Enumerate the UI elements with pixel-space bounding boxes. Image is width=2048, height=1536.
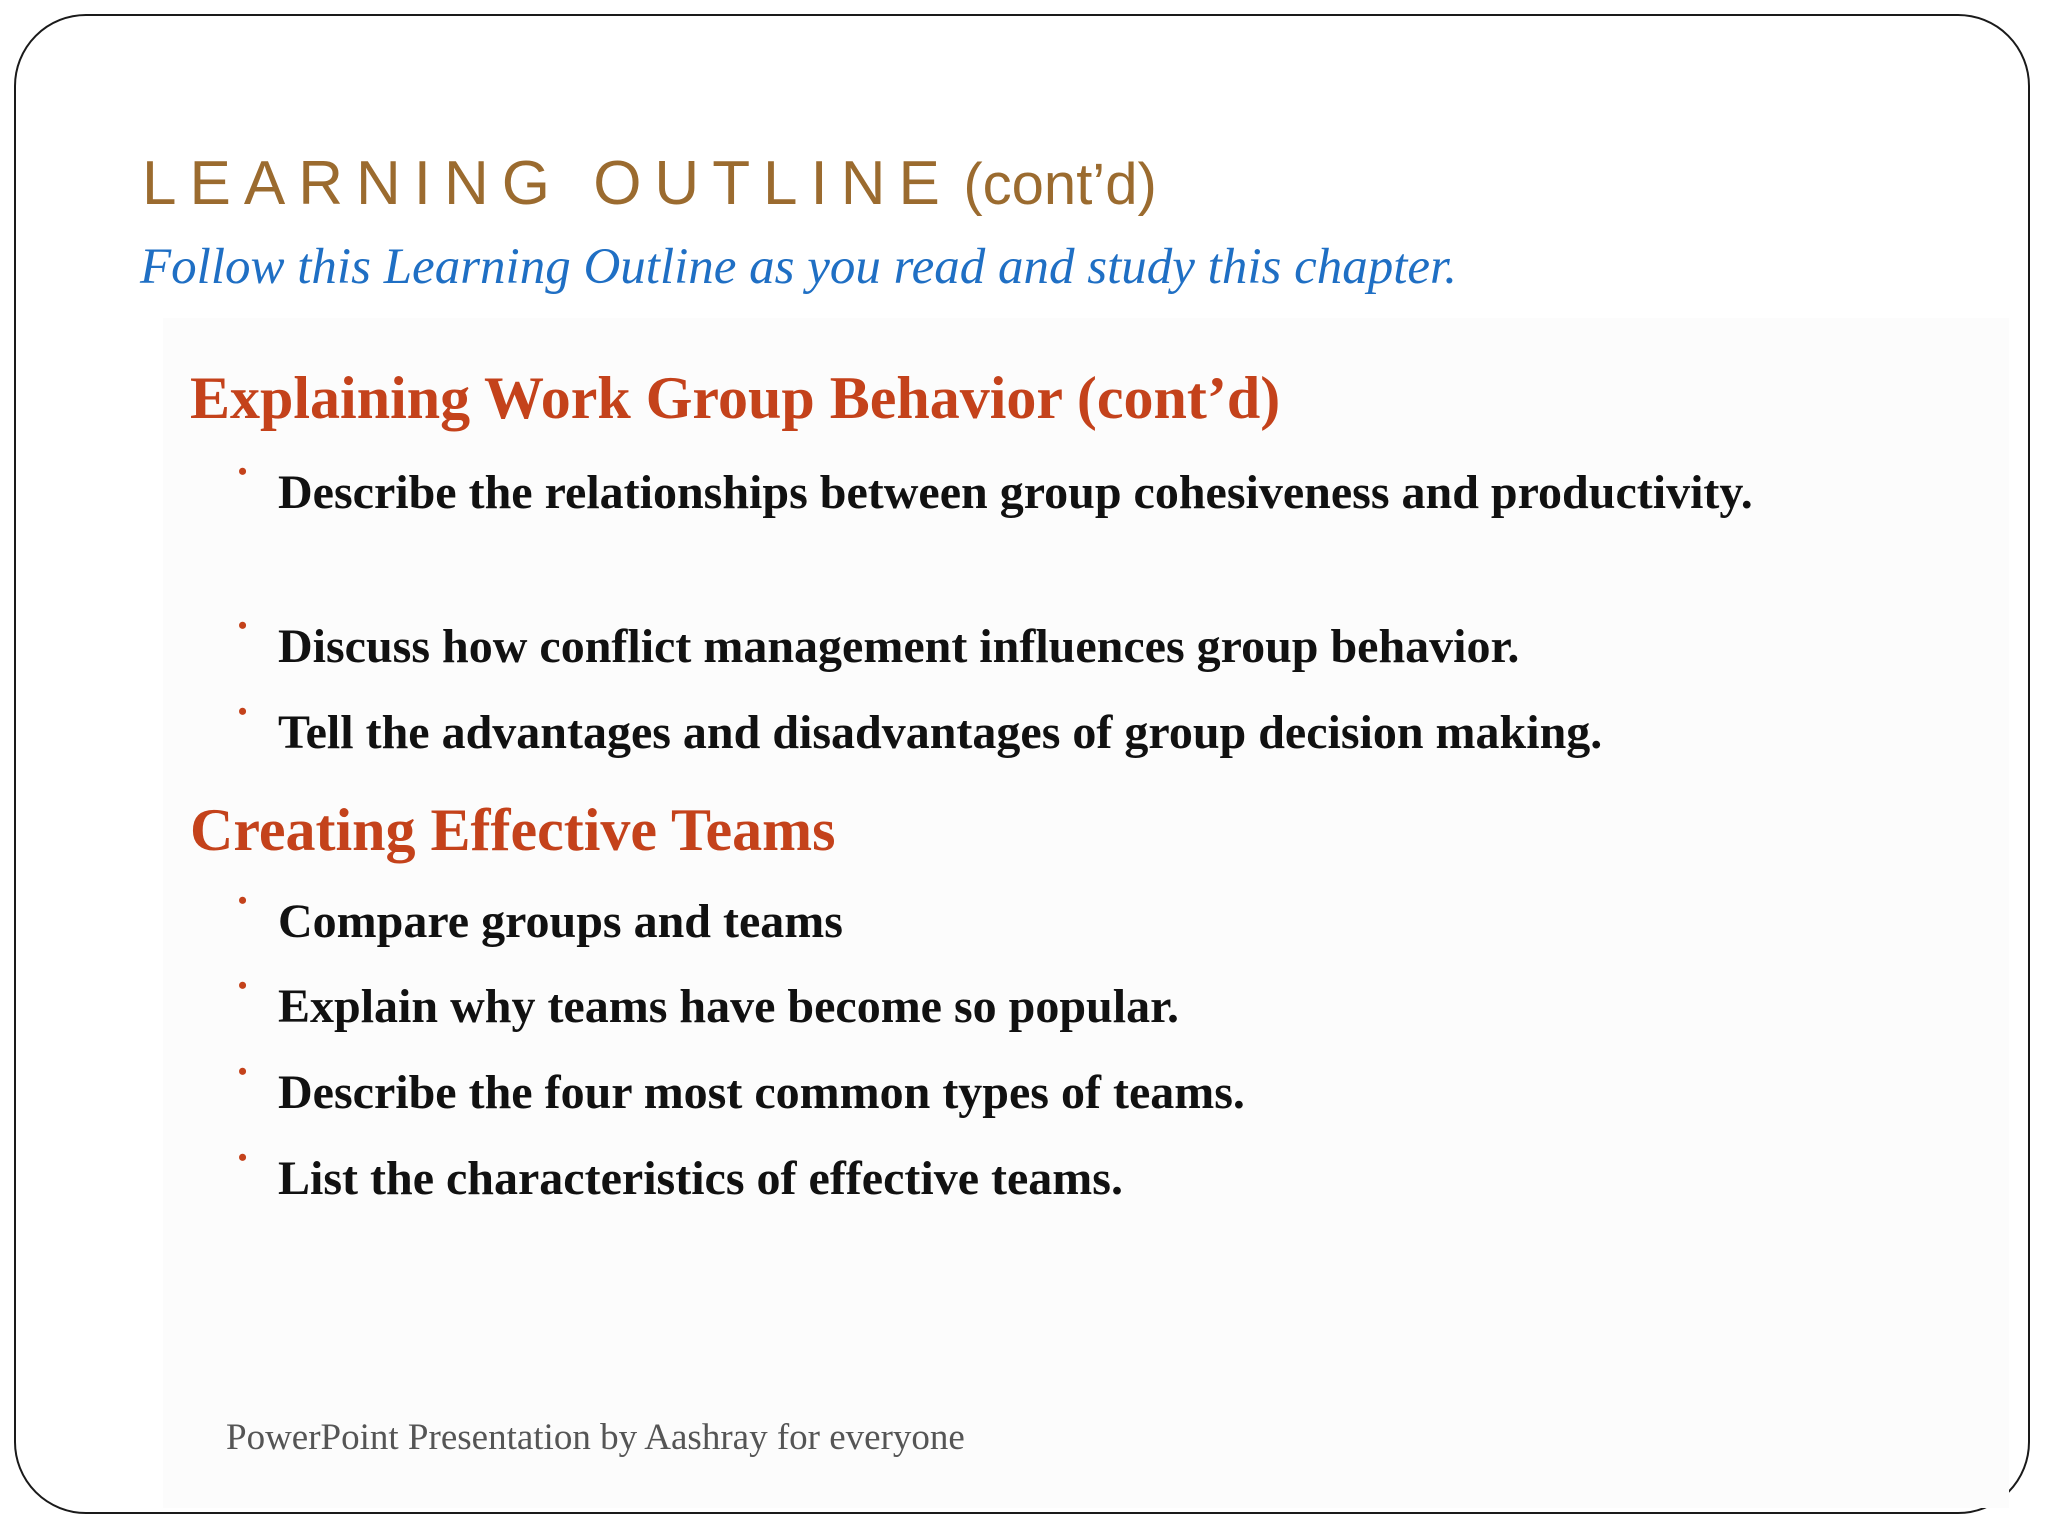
bullet-marker: • (238, 457, 248, 486)
bullet-marker: • (238, 697, 248, 726)
slide-title (142, 148, 1157, 228)
bullet-marker: • (238, 1143, 248, 1172)
bullet-item (238, 612, 1858, 682)
bullet-marker: • (238, 1057, 248, 1086)
bullet-item (238, 1058, 1858, 1128)
bullet-item (238, 972, 1858, 1042)
bullet-item (238, 458, 1858, 528)
bullet-text: Describe the relationships between group cohesiveness and productivity. (278, 466, 1753, 519)
bullet-text: Compare groups and teams (278, 895, 843, 948)
bullet-item (238, 887, 1858, 957)
bullet-text: Discuss how conflict management influences group behavior. (278, 620, 1520, 673)
slide-title-suffix: (cont’d) (963, 152, 1157, 217)
section-heading-creating-effective-teams: Creating Effective Teams (190, 797, 836, 863)
bullet-text: Explain why teams have become so popular. (278, 980, 1179, 1033)
bullet-item (238, 1144, 1858, 1214)
bullet-item (238, 698, 1858, 768)
bullet-marker: • (238, 611, 248, 640)
slide-subtitle: Follow this Learning Outline as you read and study this chapter. (140, 239, 1457, 295)
bullet-marker: • (238, 971, 248, 1000)
bullet-text: Describe the four most common types of teams. (278, 1066, 1245, 1119)
slide-footer: PowerPoint Presentation by Aashray for everyone (226, 1417, 965, 1458)
slide-title-main: LEARNING OUTLINE (142, 149, 953, 218)
bullet-text: Tell the advantages and disadvantages of group decision making. (278, 706, 1603, 759)
section-heading-work-group-behavior: Explaining Work Group Behavior (cont’d) (190, 365, 1281, 431)
bullet-text: List the characteristics of effective teams. (278, 1152, 1123, 1205)
bullet-marker: • (238, 886, 248, 915)
